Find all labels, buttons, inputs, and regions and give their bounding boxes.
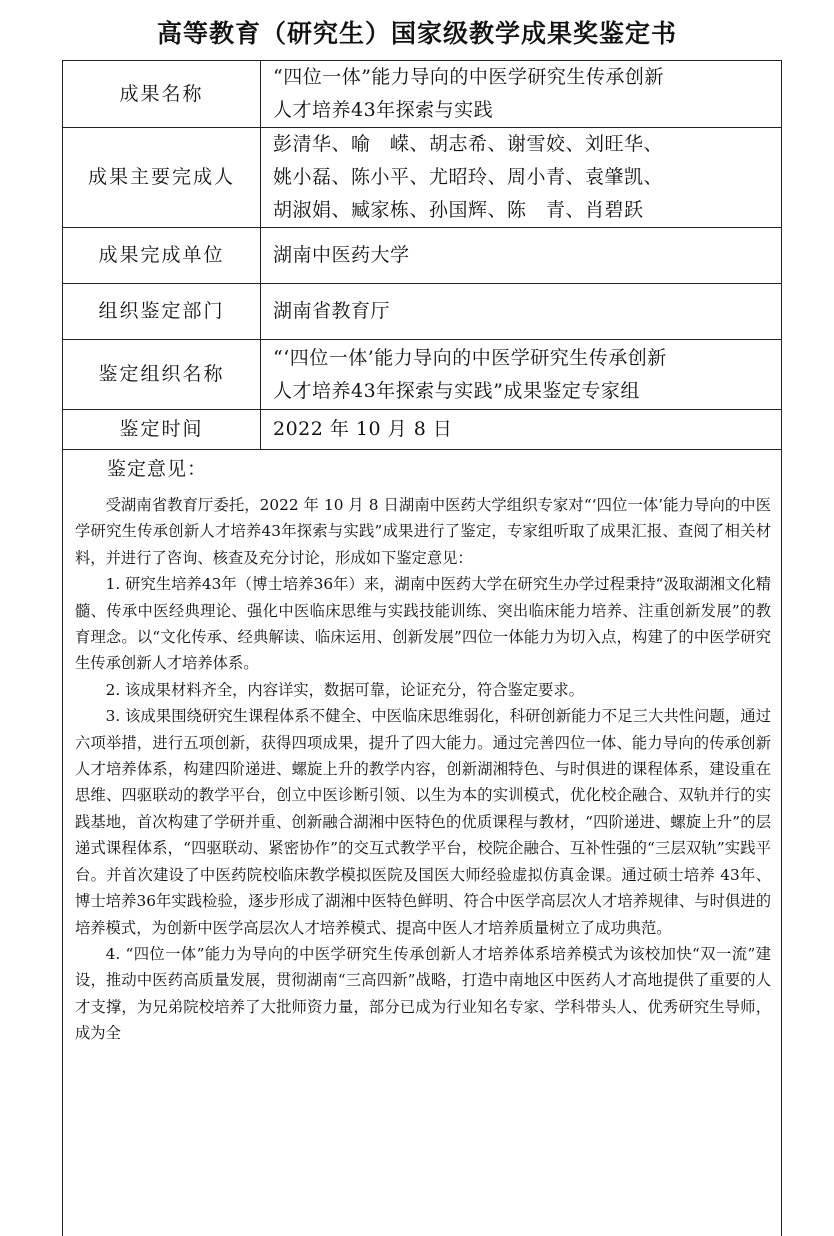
value-line: 姚小磊、陈小平、尤昭玲、周小青、袁肇凯、 (273, 166, 664, 188)
table-row (63, 284, 782, 340)
row-label-completing-unit: 成果完成单位 (63, 228, 261, 284)
value-line: 胡淑娟、臧家栋、孙国辉、陈 青、肖碧跃 (273, 199, 644, 221)
value-line: 彭清华、喻 嵘、胡志希、谢雪姣、刘旺华、 (273, 133, 664, 155)
opinion-paragraph: 3. 该成果围绕研究生课程体系不健全、中医临床思维弱化，科研创新能力不足三大共性问题，通过六项举措，进行五项创新，获得四项成果，提升了四大能力。通过完善四位一体、能力导向的传承创新人才培养体系，构建四阶递进、螺旋上升的教学内容，创新湖湘特色、与时俱进的课程体系，建设重在思维、四驱联动的教学平台，创立中医诊断引领、以生为本的实训模式，优化校企融合、双轨并行的实践基地，首次构建了学研并重、创新融合湖湘中医特色的优质课程与教材，“四阶递进、螺旋上升”的层递式课程体系，“四驱联动、紧密协作”的交互式教学平台，校院企融合、互补性强的“三层双轨”实践平台。并首次建设了中医药院校临床教学模拟医院及国医大师经验虚拟仿真金课。通过硕士培养 43年、博士培养36年实践检验，逐步形成了湖湘中医特色鲜明、符合中医学高层次人才培养规律、与时俱进的培养模式，为创新中医学高层次人才培养模式、提高中医人才培养质量树立了成功典范。 (75, 707, 771, 937)
row-value-appraisal-date (261, 410, 782, 450)
row-value-main-contributors (261, 128, 782, 228)
row-label-appraisal-department: 组织鉴定部门 (63, 284, 261, 340)
row-value-appraisal-organization (261, 340, 782, 410)
row-value-appraisal-department (261, 284, 782, 340)
document-title: 高等教育（研究生）国家级教学成果奖鉴定书 (156, 19, 677, 48)
table-row (63, 61, 782, 128)
opinion-heading: 鉴定意见： (107, 458, 208, 480)
row-label-main-contributors: 成果主要完成人 (63, 128, 261, 228)
table-row (63, 128, 782, 228)
value-line: 2022 年 10 月 8 日 (273, 418, 453, 440)
value-line: 人才培养43年探索与实践”成果鉴定专家组 (273, 379, 640, 402)
opinion-paragraph: 2. 该成果材料齐全，内容详实，数据可靠，论证充分，符合鉴定要求。 (105, 680, 584, 699)
value-line: 湖南省教育厅 (273, 300, 391, 322)
row-label-achievement-name: 成果名称 (63, 61, 261, 128)
opinion-body (75, 492, 771, 1047)
opinion-paragraph: 受湖南省教育厅委托，2022 年 10 月 8 日湖南中医药大学组织专家对“‘四位一体’能力导向的中医学研究生传承创新人才培养43年探索与实践”成果进行了鉴定，专家组听取了成果汇报、查阅了相关材料，并进行了咨询、核查及充分讨论，形成如下鉴定意见： (75, 496, 771, 567)
row-label-appraisal-date: 鉴定时间 (63, 410, 261, 450)
row-value-achievement-name (261, 61, 782, 128)
table-row (63, 410, 782, 450)
value-line: 人才培养43年探索与实践 (273, 99, 494, 121)
appraisal-opinion-section (62, 446, 782, 1236)
value-line: 湖南中医药大学 (273, 244, 410, 266)
opinion-paragraph: 4. “四位一体”能力为导向的中医学研究生传承创新人才培养体系培养模式为该校加快“双一流”建设，推动中医药高质量发展，贯彻湖南“三高四新”战略，打造中南地区中医药人才高地提供了重要的人才支撑，为兄弟院校培养了大批师资力量，部分已成为行业知名专家、学科带头人、优秀研究生导师，成为全 (75, 944, 771, 1043)
value-line: “四位一体”能力导向的中医学研究生传承创新 (273, 66, 664, 88)
info-table (62, 60, 782, 450)
value-line: “‘四位一体’能力导向的中医学研究生传承创新 (273, 346, 667, 369)
table-row (63, 228, 782, 284)
row-label-appraisal-organization: 鉴定组织名称 (63, 340, 261, 410)
opinion-paragraph: 1. 研究生培养43年（博士培养36年）来，湖南中医药大学在研究生办学过程秉持“汲取湖湘文化精髓、传承中医经典理论、强化中医临床思维与实践技能训练、突出临床能力培养、注重创新发展”的教育理念。以“文化传承、经典解读、临床运用、创新发展”四位一体能力为切入点，构建了的中医学研究生传承创新人才培养体系。 (75, 575, 771, 673)
row-value-completing-unit (261, 228, 782, 284)
table-row (63, 340, 782, 410)
